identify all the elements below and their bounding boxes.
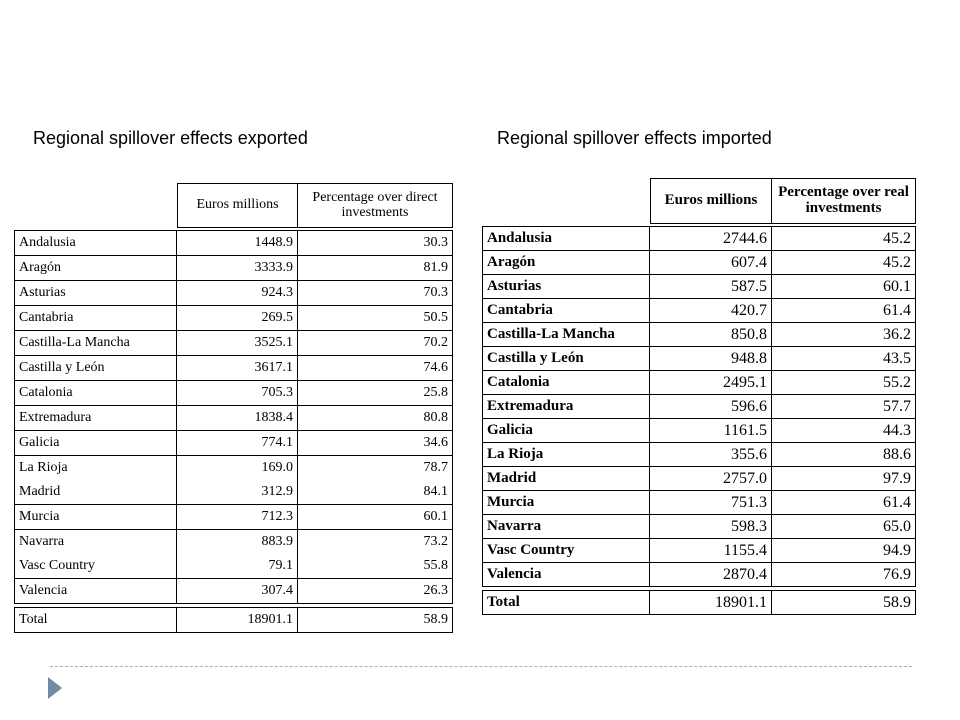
total-label: Total: [482, 590, 650, 615]
region-cell: Vasc Country: [14, 554, 177, 579]
euros-cell: 79.1: [177, 554, 298, 579]
percentage-cell: 61.4: [772, 491, 916, 515]
header-percentage: Percentage over real investments: [772, 178, 916, 224]
table-row: [482, 323, 916, 347]
region-cell: Castilla-La Mancha: [14, 331, 177, 356]
table-row: [14, 356, 453, 381]
euros-cell: 1155.4: [650, 539, 772, 563]
table-row: [482, 515, 916, 539]
table-row: [482, 251, 916, 275]
table-row: [482, 467, 916, 491]
percentage-cell: 36.2: [772, 323, 916, 347]
header-blank-cell: [14, 183, 177, 228]
euros-cell: 596.6: [650, 395, 772, 419]
total-row: [482, 590, 916, 615]
euros-cell: 3617.1: [177, 356, 298, 381]
region-cell: La Rioja: [482, 443, 650, 467]
total-percentage: 58.9: [298, 607, 453, 633]
percentage-cell: 44.3: [772, 419, 916, 443]
table-row: [482, 395, 916, 419]
region-cell: Cantabria: [482, 299, 650, 323]
region-cell: Aragón: [482, 251, 650, 275]
table-row: [14, 505, 453, 530]
total-euros: 18901.1: [177, 607, 298, 633]
region-cell: Asturias: [14, 281, 177, 306]
percentage-cell: 57.7: [772, 395, 916, 419]
percentage-cell: 26.3: [298, 579, 453, 604]
region-cell: La Rioja: [14, 456, 177, 480]
region-cell: Galicia: [482, 419, 650, 443]
region-cell: Vasc Country: [482, 539, 650, 563]
percentage-cell: 45.2: [772, 226, 916, 251]
region-cell: Asturias: [482, 275, 650, 299]
euros-cell: 850.8: [650, 323, 772, 347]
region-cell: Navarra: [14, 530, 177, 554]
percentage-cell: 73.2: [298, 530, 453, 554]
percentage-cell: 88.6: [772, 443, 916, 467]
imported-title: Regional spillover effects imported: [497, 128, 772, 148]
table-row: [14, 331, 453, 356]
table-row: [482, 419, 916, 443]
triangle-bullet-icon: [48, 677, 62, 699]
table-row: [14, 281, 453, 306]
table-header-row: [14, 183, 453, 228]
euros-cell: 3525.1: [177, 331, 298, 356]
euros-cell: 2757.0: [650, 467, 772, 491]
region-cell: Extremadura: [14, 406, 177, 431]
percentage-cell: 61.4: [772, 299, 916, 323]
region-cell: Extremadura: [482, 395, 650, 419]
euros-cell: 2744.6: [650, 226, 772, 251]
table-row: [14, 406, 453, 431]
euros-cell: 420.7: [650, 299, 772, 323]
percentage-cell: 70.2: [298, 331, 453, 356]
region-cell: Murcia: [14, 505, 177, 530]
region-cell: Madrid: [482, 467, 650, 491]
euros-cell: 705.3: [177, 381, 298, 406]
region-cell: Galicia: [14, 431, 177, 456]
table-row: [14, 579, 453, 604]
percentage-cell: 78.7: [298, 456, 453, 480]
table-row: [14, 230, 453, 256]
euros-cell: 2495.1: [650, 371, 772, 395]
percentage-cell: 81.9: [298, 256, 453, 281]
percentage-cell: 65.0: [772, 515, 916, 539]
percentage-cell: 97.9: [772, 467, 916, 491]
percentage-cell: 30.3: [298, 230, 453, 256]
percentage-cell: 60.1: [772, 275, 916, 299]
region-cell: Andalusia: [482, 226, 650, 251]
table-row: [482, 347, 916, 371]
region-cell: Murcia: [482, 491, 650, 515]
table-row: [14, 431, 453, 456]
percentage-cell: 60.1: [298, 505, 453, 530]
table-row: [14, 306, 453, 331]
percentage-cell: 70.3: [298, 281, 453, 306]
euros-cell: 712.3: [177, 505, 298, 530]
region-cell: Aragón: [14, 256, 177, 281]
euros-cell: 1448.9: [177, 230, 298, 256]
table-row: [482, 443, 916, 467]
euros-cell: 2870.4: [650, 563, 772, 587]
region-cell: Andalusia: [14, 230, 177, 256]
region-cell: Valencia: [14, 579, 177, 604]
table-row: [482, 299, 916, 323]
percentage-cell: 45.2: [772, 251, 916, 275]
percentage-cell: 34.6: [298, 431, 453, 456]
euros-cell: 774.1: [177, 431, 298, 456]
region-cell: Catalonia: [482, 371, 650, 395]
region-cell: Castilla y León: [14, 356, 177, 381]
percentage-cell: 43.5: [772, 347, 916, 371]
region-cell: Navarra: [482, 515, 650, 539]
table-row: [14, 554, 453, 579]
table-header-row: [482, 178, 916, 224]
imported-table-container: [482, 178, 916, 615]
total-row: [14, 607, 453, 633]
header-euros: Euros millions: [177, 183, 298, 228]
euros-cell: 355.6: [650, 443, 772, 467]
euros-cell: 587.5: [650, 275, 772, 299]
percentage-cell: 94.9: [772, 539, 916, 563]
table-row: [14, 381, 453, 406]
region-cell: Madrid: [14, 480, 177, 505]
imported-table: [482, 178, 916, 615]
euros-cell: 312.9: [177, 480, 298, 505]
euros-cell: 3333.9: [177, 256, 298, 281]
exported-table: [14, 183, 453, 633]
percentage-cell: 74.6: [298, 356, 453, 381]
euros-cell: 924.3: [177, 281, 298, 306]
table-row: [14, 256, 453, 281]
euros-cell: 269.5: [177, 306, 298, 331]
region-cell: Castilla-La Mancha: [482, 323, 650, 347]
percentage-cell: 55.2: [772, 371, 916, 395]
table-row: [482, 371, 916, 395]
footer-divider: [50, 666, 912, 667]
percentage-cell: 50.5: [298, 306, 453, 331]
euros-cell: 598.3: [650, 515, 772, 539]
table-row: [482, 563, 916, 587]
percentage-cell: 76.9: [772, 563, 916, 587]
header-blank-cell: [482, 178, 650, 224]
percentage-cell: 25.8: [298, 381, 453, 406]
header-percentage: Percentage over direct investments: [298, 183, 453, 228]
table-row: [14, 480, 453, 505]
exported-title: Regional spillover effects exported: [33, 128, 308, 148]
table-row: [14, 456, 453, 480]
region-cell: Castilla y León: [482, 347, 650, 371]
percentage-cell: 55.8: [298, 554, 453, 579]
euros-cell: 1838.4: [177, 406, 298, 431]
euros-cell: 1161.5: [650, 419, 772, 443]
total-label: Total: [14, 607, 177, 633]
euros-cell: 169.0: [177, 456, 298, 480]
total-percentage: 58.9: [772, 590, 916, 615]
table-row: [482, 491, 916, 515]
total-euros: 18901.1: [650, 590, 772, 615]
table-row: [14, 530, 453, 554]
euros-cell: 883.9: [177, 530, 298, 554]
euros-cell: 948.8: [650, 347, 772, 371]
percentage-cell: 80.8: [298, 406, 453, 431]
table-row: [482, 275, 916, 299]
table-row: [482, 226, 916, 251]
table-row: [482, 539, 916, 563]
euros-cell: 307.4: [177, 579, 298, 604]
percentage-cell: 84.1: [298, 480, 453, 505]
header-euros: Euros millions: [650, 178, 772, 224]
euros-cell: 751.3: [650, 491, 772, 515]
exported-table-container: [14, 183, 453, 633]
region-cell: Catalonia: [14, 381, 177, 406]
region-cell: Valencia: [482, 563, 650, 587]
region-cell: Cantabria: [14, 306, 177, 331]
euros-cell: 607.4: [650, 251, 772, 275]
